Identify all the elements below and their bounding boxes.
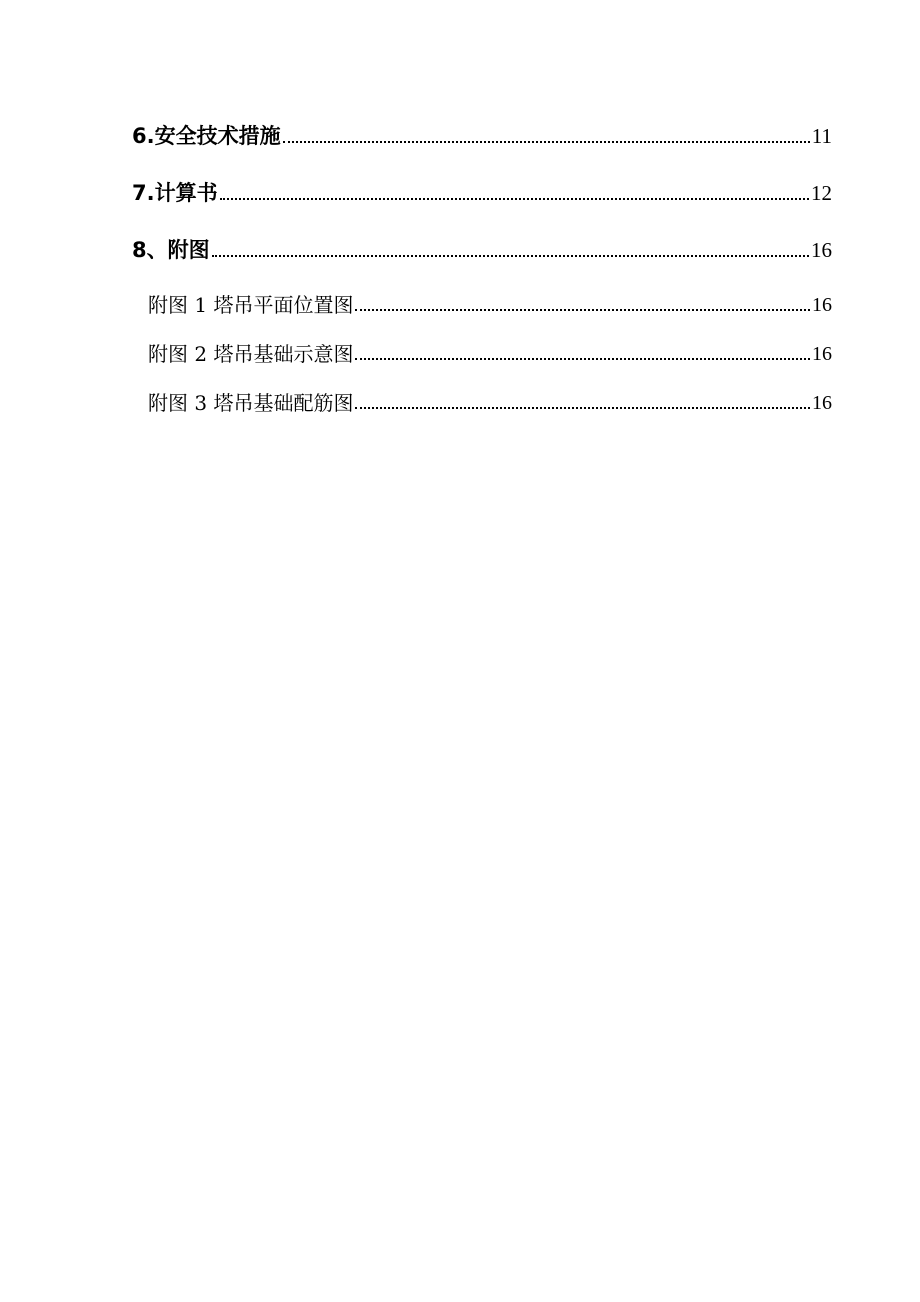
toc-subentry-figure-2[interactable]	[132, 338, 832, 364]
toc-entry-8[interactable]	[132, 232, 832, 261]
toc-page-number: 11	[811, 124, 832, 148]
toc-entry-7[interactable]	[132, 175, 832, 204]
toc-dot-leader	[355, 309, 810, 311]
toc-entry-6[interactable]	[132, 118, 832, 147]
toc-entry-title: 8、附图	[132, 238, 210, 262]
toc-page-number: 16	[811, 238, 832, 262]
toc-page-number: 12	[811, 181, 832, 205]
toc-page-number: 16	[812, 392, 832, 414]
table-of-contents	[132, 118, 832, 436]
toc-subentry-figure-3[interactable]	[132, 387, 832, 413]
toc-page-number: 16	[812, 343, 832, 365]
toc-dot-leader	[355, 358, 810, 360]
toc-subentry-figure-1[interactable]	[132, 289, 832, 315]
toc-page-number: 16	[812, 294, 832, 316]
toc-entry-title: 7.计算书	[132, 181, 218, 205]
toc-dot-leader	[283, 141, 810, 143]
toc-dot-leader	[220, 198, 809, 200]
toc-subentry-title: 附图 1 塔吊平面位置图	[148, 293, 354, 317]
toc-entry-title: 6.安全技术措施	[132, 124, 281, 148]
toc-subentry-title: 附图 2 塔吊基础示意图	[148, 342, 354, 366]
toc-dot-leader	[355, 407, 810, 409]
toc-dot-leader	[212, 255, 809, 257]
toc-subentry-title: 附图 3 塔吊基础配筋图	[148, 391, 354, 415]
